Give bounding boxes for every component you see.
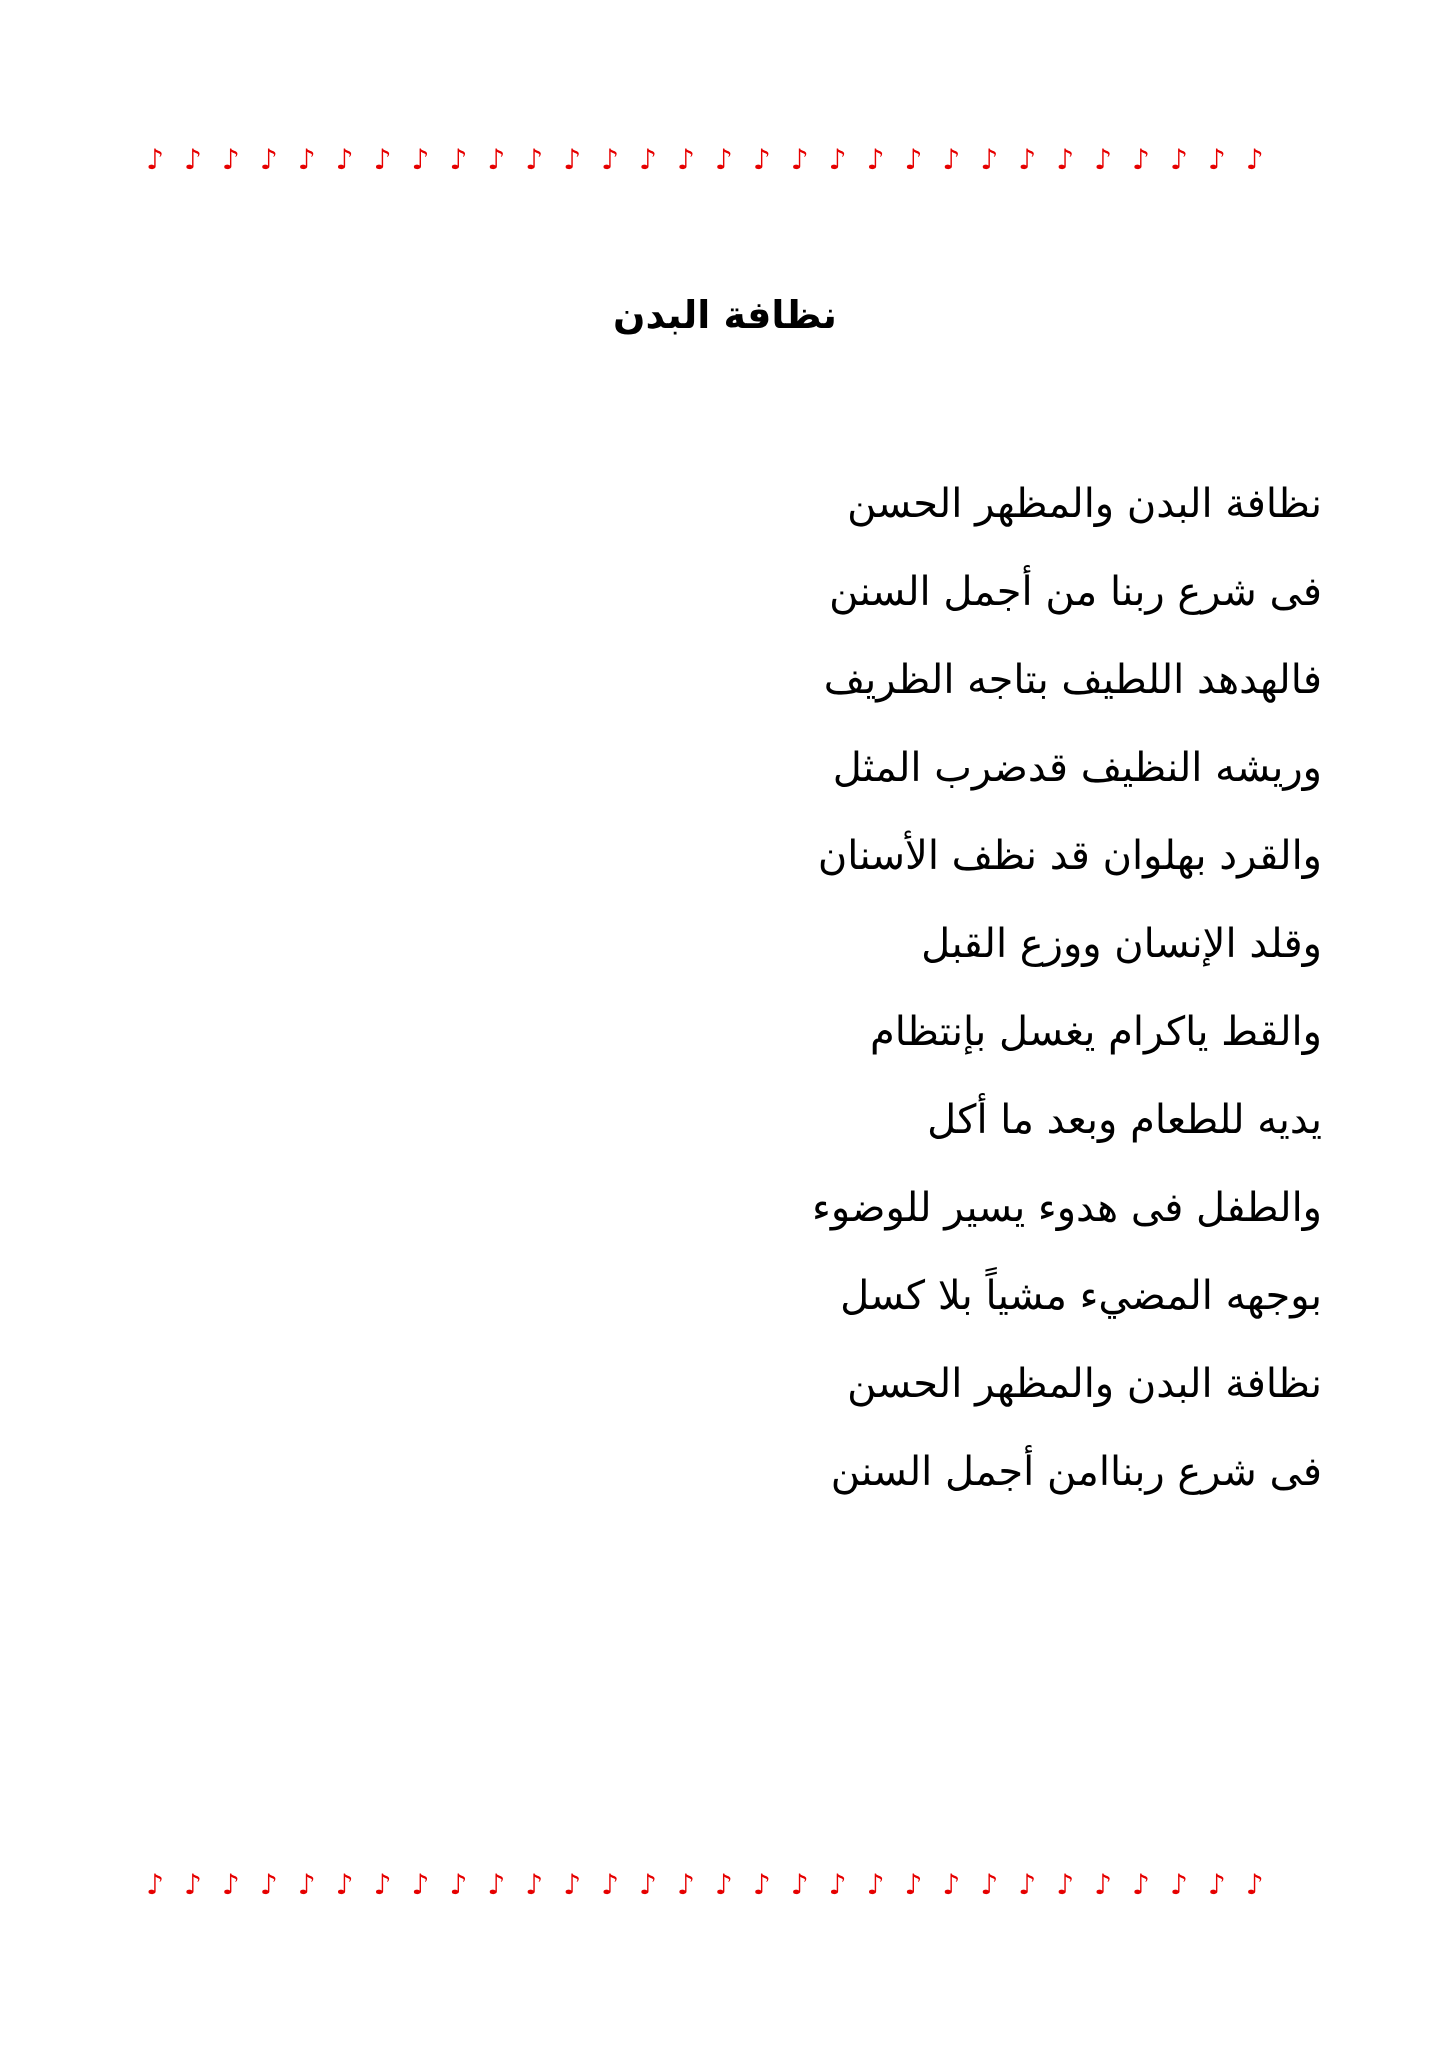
music-note-icon: ♪ (1245, 143, 1264, 176)
music-note-icon: ♪ (714, 1868, 733, 1901)
music-note-icon: ♪ (487, 143, 506, 176)
poem-line: والقط ياكرام يغسل بإنتظام (870, 1009, 1322, 1055)
music-note-icon: ♪ (942, 1868, 961, 1901)
music-note-icon: ♪ (752, 143, 771, 176)
music-note-icon: ♪ (259, 143, 278, 176)
music-note-icon: ♪ (335, 1868, 354, 1901)
music-note-icon: ♪ (563, 143, 582, 176)
music-note-icon: ♪ (449, 1868, 468, 1901)
music-note-icon: ♪ (449, 143, 468, 176)
music-note-icon: ♪ (676, 1868, 695, 1901)
music-note-icon: ♪ (487, 1868, 506, 1901)
music-note-icon: ♪ (942, 143, 961, 176)
music-note-icon: ♪ (1245, 1868, 1264, 1901)
music-note-icon: ♪ (790, 1868, 809, 1901)
poem-line: والطفل فى هدوء يسير للوضوء (812, 1185, 1322, 1231)
music-note-icon: ♪ (752, 1868, 771, 1901)
bottom-music-note-border (140, 1865, 1270, 1905)
music-note-icon: ♪ (411, 1868, 430, 1901)
music-note-icon: ♪ (146, 1868, 164, 1901)
poem-line: والقرد بهلوان قد نظف الأسنان (817, 833, 1322, 879)
poem-line: فالهدهد اللطيف بتاجه الظريف (823, 657, 1322, 703)
music-note-icon: ♪ (1169, 1868, 1188, 1901)
poem-verses (522, 460, 1322, 1516)
poem-line: وقلد الإنسان ووزع القبل (921, 921, 1322, 967)
music-note-icon: ♪ (183, 1868, 202, 1901)
poem-line: يديه للطعام وبعد ما أكل (927, 1097, 1322, 1143)
music-note-icon: ♪ (601, 1868, 619, 1901)
music-note-icon: ♪ (146, 143, 164, 176)
music-note-icon: ♪ (639, 1868, 657, 1901)
music-note-icon: ♪ (563, 1868, 582, 1901)
music-note-icon: ♪ (980, 1868, 999, 1901)
poem-line: فى شرع ربنا من أجمل السنن (829, 569, 1322, 615)
music-note-icon: ♪ (1018, 1868, 1037, 1901)
music-note-icon: ♪ (373, 1868, 392, 1901)
music-note-icon: ♪ (1094, 1868, 1112, 1901)
music-note-icon: ♪ (980, 143, 999, 176)
music-note-icon: ♪ (259, 1868, 278, 1901)
music-note-icon: ♪ (1056, 143, 1075, 176)
music-note-icon: ♪ (601, 143, 619, 176)
music-note-icon: ♪ (828, 143, 847, 176)
poem-line: وريشه النظيف قدضرب المثل (832, 745, 1322, 791)
music-note-icon: ♪ (828, 1868, 847, 1901)
top-music-note-border (140, 140, 1270, 180)
poem-line: فى شرع ربناامن أجمل السنن (830, 1449, 1322, 1495)
music-note-icon: ♪ (525, 1868, 544, 1901)
music-note-icon: ♪ (1132, 143, 1150, 176)
music-note-icon: ♪ (1207, 143, 1226, 176)
music-note-icon: ♪ (904, 1868, 923, 1901)
poem-line: نظافة البدن والمظهر الحسن (847, 481, 1322, 527)
music-note-icon: ♪ (297, 143, 316, 176)
poem-line: نظافة البدن والمظهر الحسن (847, 1361, 1322, 1407)
music-note-icon: ♪ (411, 143, 430, 176)
music-note-icon: ♪ (183, 143, 202, 176)
music-note-icon: ♪ (221, 143, 240, 176)
music-note-icon: ♪ (1094, 143, 1112, 176)
poem-title: نظافة البدن (613, 293, 837, 337)
music-note-icon: ♪ (639, 143, 657, 176)
music-note-icon: ♪ (335, 143, 354, 176)
music-note-icon: ♪ (373, 143, 392, 176)
music-note-icon: ♪ (1132, 1868, 1150, 1901)
music-note-icon: ♪ (297, 1868, 316, 1901)
music-note-icon: ♪ (525, 143, 544, 176)
music-note-icon: ♪ (904, 143, 923, 176)
music-note-icon: ♪ (866, 143, 885, 176)
music-note-icon: ♪ (1169, 143, 1188, 176)
music-note-icon: ♪ (1207, 1868, 1226, 1901)
music-note-icon: ♪ (676, 143, 695, 176)
music-note-icon: ♪ (714, 143, 733, 176)
music-note-icon: ♪ (866, 1868, 885, 1901)
music-note-icon: ♪ (790, 143, 809, 176)
music-note-icon: ♪ (221, 1868, 240, 1901)
music-note-icon: ♪ (1056, 1868, 1075, 1901)
poem-line: بوجهه المضيء مشياً بلا كسل (840, 1273, 1322, 1319)
music-note-icon: ♪ (1018, 143, 1037, 176)
